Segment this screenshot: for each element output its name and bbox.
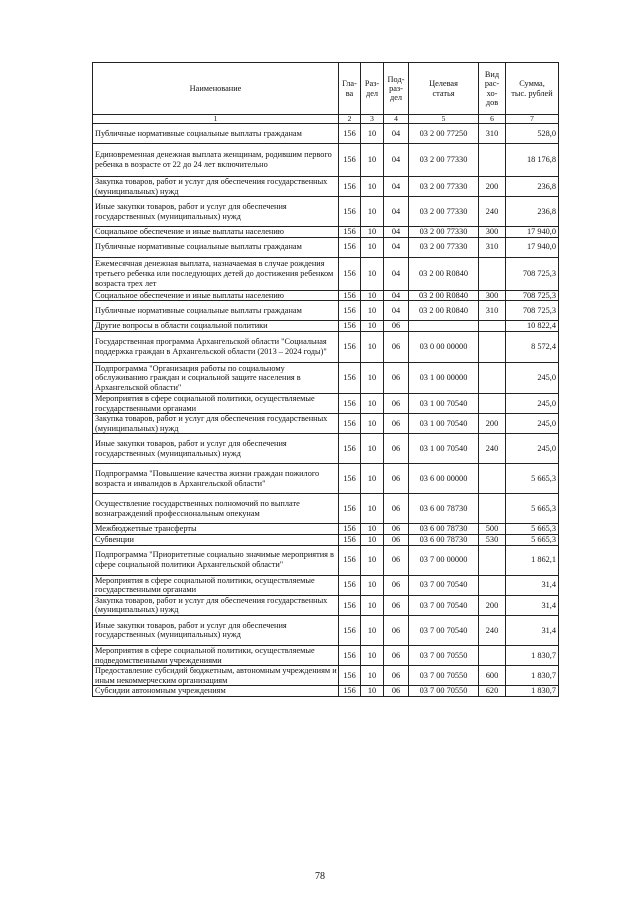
- row-name: Субвенции: [93, 534, 339, 545]
- row-sum: 245,0: [506, 393, 559, 413]
- table-row: [93, 414, 559, 434]
- row-chapter: 156: [339, 414, 361, 434]
- row-subsection: 06: [384, 595, 409, 615]
- row-expense-type: 620: [479, 686, 506, 697]
- row-target: 03 2 00 77330: [409, 197, 479, 227]
- row-target: 03 7 00 70550: [409, 666, 479, 686]
- row-chapter: 156: [339, 362, 361, 393]
- row-chapter: 156: [339, 331, 361, 362]
- table-header-row: [93, 63, 559, 115]
- row-chapter: 156: [339, 177, 361, 197]
- table-row: [93, 393, 559, 413]
- row-chapter: 156: [339, 666, 361, 686]
- table-row: [93, 237, 559, 257]
- row-target: 03 7 00 70540: [409, 575, 479, 595]
- row-name: Осуществление государственных полномочий по выплате вознаграждений профессиональным опекунам: [93, 494, 339, 524]
- row-sum: 31,4: [506, 575, 559, 595]
- row-subsection: 06: [384, 686, 409, 697]
- row-section: 10: [361, 615, 384, 645]
- row-target: 03 2 00 R0840: [409, 301, 479, 321]
- column-number: 2: [339, 115, 361, 124]
- row-chapter: 156: [339, 257, 361, 290]
- row-chapter: 156: [339, 464, 361, 494]
- row-sum: 528,0: [506, 124, 559, 144]
- row-chapter: 156: [339, 615, 361, 645]
- row-name: Иные закупки товаров, работ и услуг для обеспечения государственных (муниципальных) нужд: [93, 197, 339, 227]
- row-target: 03 6 00 78730: [409, 524, 479, 535]
- page-number: 78: [315, 871, 325, 882]
- row-chapter: 156: [339, 393, 361, 413]
- row-target: 03 1 00 70540: [409, 393, 479, 413]
- row-subsection: 04: [384, 237, 409, 257]
- row-subsection: 06: [384, 464, 409, 494]
- row-subsection: 04: [384, 257, 409, 290]
- row-section: 10: [361, 645, 384, 665]
- row-chapter: 156: [339, 494, 361, 524]
- row-section: 10: [361, 686, 384, 697]
- row-name: Социальное обеспечение и иные выплаты населению: [93, 227, 339, 238]
- row-name: Межбюджетные трансферты: [93, 524, 339, 535]
- row-subsection: 06: [384, 321, 409, 332]
- row-subsection: 04: [384, 197, 409, 227]
- row-chapter: 156: [339, 545, 361, 575]
- row-section: 10: [361, 197, 384, 227]
- row-subsection: 06: [384, 545, 409, 575]
- column-number: 4: [384, 115, 409, 124]
- row-chapter: 156: [339, 534, 361, 545]
- row-section: 10: [361, 257, 384, 290]
- row-sum: 17 940,0: [506, 227, 559, 238]
- row-subsection: 04: [384, 227, 409, 238]
- row-section: 10: [361, 666, 384, 686]
- row-sum: 245,0: [506, 434, 559, 464]
- table-row: [93, 615, 559, 645]
- row-subsection: 06: [384, 666, 409, 686]
- table-row: [93, 144, 559, 177]
- row-subsection: 06: [384, 575, 409, 595]
- table-row: [93, 494, 559, 524]
- row-target: [409, 321, 479, 332]
- row-name: Публичные нормативные социальные выплаты гражданам: [93, 124, 339, 144]
- row-section: 10: [361, 464, 384, 494]
- row-sum: 236,8: [506, 177, 559, 197]
- table-row: [93, 321, 559, 332]
- row-name: Социальное обеспечение и иные выплаты населению: [93, 290, 339, 301]
- row-expense-type: 200: [479, 595, 506, 615]
- row-name: Закупка товаров, работ и услуг для обеспечения государственных (муниципальных) нужд: [93, 177, 339, 197]
- row-section: 10: [361, 362, 384, 393]
- table-row: [93, 290, 559, 301]
- header-chapter: Гла- ва: [339, 63, 361, 115]
- row-target: 03 6 00 78730: [409, 494, 479, 524]
- row-name: Закупка товаров, работ и услуг для обеспечения государственных (муниципальных) нужд: [93, 595, 339, 615]
- row-name: Публичные нормативные социальные выплаты гражданам: [93, 301, 339, 321]
- row-subsection: 06: [384, 331, 409, 362]
- row-chapter: 156: [339, 686, 361, 697]
- row-name: Иные закупки товаров, работ и услуг для обеспечения государственных (муниципальных) нужд: [93, 434, 339, 464]
- row-target: 03 1 00 70540: [409, 434, 479, 464]
- row-section: 10: [361, 301, 384, 321]
- table-row: [93, 257, 559, 290]
- row-name: Мероприятия в сфере социальной политики, осуществляемые подведомственными учреждениями: [93, 645, 339, 665]
- header-subsection: Под- раз- дел: [384, 63, 409, 115]
- row-subsection: 06: [384, 534, 409, 545]
- row-chapter: 156: [339, 575, 361, 595]
- row-name: Подпрограмма "Организация работы по социальному обслуживанию граждан и социальной защите населения в Архангельской области": [93, 362, 339, 393]
- row-target: 03 2 00 R0840: [409, 257, 479, 290]
- row-section: 10: [361, 331, 384, 362]
- row-name: Единовременная денежная выплата женщинам, родившим первого ребенка в возрасте от 22 до 24 лет включительно: [93, 144, 339, 177]
- row-subsection: 06: [384, 524, 409, 535]
- row-chapter: 156: [339, 434, 361, 464]
- row-expense-type: 200: [479, 414, 506, 434]
- row-chapter: 156: [339, 290, 361, 301]
- row-sum: 8 572,4: [506, 331, 559, 362]
- row-target: 03 1 00 00000: [409, 362, 479, 393]
- row-section: 10: [361, 177, 384, 197]
- row-expense-type: 300: [479, 227, 506, 238]
- header-expense-type: Вид рас- хо- дов: [479, 63, 506, 115]
- row-target: 03 2 00 77330: [409, 177, 479, 197]
- row-sum: 18 176,8: [506, 144, 559, 177]
- row-expense-type: 310: [479, 124, 506, 144]
- row-expense-type: [479, 331, 506, 362]
- row-expense-type: [479, 545, 506, 575]
- row-chapter: 156: [339, 645, 361, 665]
- row-expense-type: [479, 393, 506, 413]
- row-section: 10: [361, 545, 384, 575]
- row-sum: 31,4: [506, 595, 559, 615]
- row-chapter: 156: [339, 237, 361, 257]
- row-section: 10: [361, 524, 384, 535]
- row-expense-type: 240: [479, 615, 506, 645]
- column-number: 3: [361, 115, 384, 124]
- table-row: [93, 434, 559, 464]
- row-subsection: 04: [384, 124, 409, 144]
- budget-table: [92, 62, 559, 697]
- table-row: [93, 227, 559, 238]
- row-name: Ежемесячная денежная выплата, назначаемая в случае рождения третьего ребенка или последующих детей до достижения ребенком возраста трех лет: [93, 257, 339, 290]
- row-section: 10: [361, 575, 384, 595]
- row-subsection: 04: [384, 301, 409, 321]
- row-section: 10: [361, 393, 384, 413]
- row-target: 03 0 00 00000: [409, 331, 479, 362]
- row-expense-type: [479, 257, 506, 290]
- row-target: 03 7 00 70540: [409, 595, 479, 615]
- row-chapter: 156: [339, 595, 361, 615]
- row-sum: 5 665,3: [506, 524, 559, 535]
- row-target: 03 2 00 R0840: [409, 290, 479, 301]
- row-section: 10: [361, 290, 384, 301]
- row-target: 03 7 00 70550: [409, 686, 479, 697]
- row-sum: 5 665,3: [506, 464, 559, 494]
- row-name: Предоставление субсидий бюджетным, автономным учреждениям и иным некоммерческим организациям: [93, 666, 339, 686]
- row-section: 10: [361, 534, 384, 545]
- column-number: 6: [479, 115, 506, 124]
- row-section: 10: [361, 414, 384, 434]
- row-target: 03 6 00 78730: [409, 534, 479, 545]
- row-subsection: 06: [384, 645, 409, 665]
- header-target: Целевая статья: [409, 63, 479, 115]
- row-expense-type: [479, 321, 506, 332]
- row-expense-type: [479, 575, 506, 595]
- row-name: Мероприятия в сфере социальной политики, осуществляемые государственными органами: [93, 575, 339, 595]
- row-subsection: 04: [384, 144, 409, 177]
- row-expense-type: 530: [479, 534, 506, 545]
- table-row: [93, 301, 559, 321]
- row-sum: 31,4: [506, 615, 559, 645]
- column-number: 7: [506, 115, 559, 124]
- header-section: Раз- дел: [361, 63, 384, 115]
- table-row: [93, 362, 559, 393]
- row-section: 10: [361, 227, 384, 238]
- row-section: 10: [361, 434, 384, 464]
- row-sum: 1 830,7: [506, 666, 559, 686]
- table-row: [93, 534, 559, 545]
- header-name: Наименование: [93, 63, 339, 115]
- table-row: [93, 575, 559, 595]
- row-sum: 708 725,3: [506, 290, 559, 301]
- row-target: 03 7 00 00000: [409, 545, 479, 575]
- row-chapter: 156: [339, 144, 361, 177]
- row-expense-type: 500: [479, 524, 506, 535]
- row-sum: 1 862,1: [506, 545, 559, 575]
- table-row: [93, 197, 559, 227]
- table-row: [93, 666, 559, 686]
- row-name: Публичные нормативные социальные выплаты гражданам: [93, 237, 339, 257]
- row-sum: 5 665,3: [506, 494, 559, 524]
- row-sum: 1 830,7: [506, 686, 559, 697]
- row-name: Закупка товаров, работ и услуг для обеспечения государственных (муниципальных) нужд: [93, 414, 339, 434]
- row-expense-type: 240: [479, 197, 506, 227]
- row-section: 10: [361, 494, 384, 524]
- table-row: [93, 545, 559, 575]
- row-subsection: 06: [384, 362, 409, 393]
- column-number-row: [93, 115, 559, 124]
- row-subsection: 06: [384, 615, 409, 645]
- table-row: [93, 331, 559, 362]
- row-chapter: 156: [339, 524, 361, 535]
- row-section: 10: [361, 124, 384, 144]
- row-expense-type: [479, 464, 506, 494]
- row-target: 03 7 00 70540: [409, 615, 479, 645]
- row-sum: 10 822,4: [506, 321, 559, 332]
- row-subsection: 06: [384, 494, 409, 524]
- row-name: Подпрограмма "Приоритетные социально значимые мероприятия в сфере социальной политики Архангельской области": [93, 545, 339, 575]
- row-subsection: 06: [384, 434, 409, 464]
- row-target: 03 6 00 00000: [409, 464, 479, 494]
- table-body: [93, 124, 559, 697]
- table-row: [93, 645, 559, 665]
- row-chapter: 156: [339, 321, 361, 332]
- table-row: [93, 464, 559, 494]
- table-row: [93, 124, 559, 144]
- row-expense-type: [479, 494, 506, 524]
- row-name: Подпрограмма "Повышение качества жизни граждан пожилого возраста и инвалидов в Архангельской области": [93, 464, 339, 494]
- row-subsection: 06: [384, 414, 409, 434]
- row-section: 10: [361, 237, 384, 257]
- row-chapter: 156: [339, 227, 361, 238]
- row-expense-type: [479, 362, 506, 393]
- row-subsection: 04: [384, 290, 409, 301]
- row-sum: 245,0: [506, 362, 559, 393]
- row-target: 03 7 00 70550: [409, 645, 479, 665]
- row-expense-type: 600: [479, 666, 506, 686]
- row-expense-type: 300: [479, 290, 506, 301]
- row-target: 03 2 00 77250: [409, 124, 479, 144]
- header-sum: Сумма, тыс. рублей: [506, 63, 559, 115]
- table-row: [93, 524, 559, 535]
- row-name: Государственная программа Архангельской области "Социальная поддержка граждан в Архангельской области (2013 – 2024 годы)": [93, 331, 339, 362]
- row-expense-type: 240: [479, 434, 506, 464]
- row-sum: 708 725,3: [506, 301, 559, 321]
- row-target: 03 2 00 77330: [409, 227, 479, 238]
- row-expense-type: 310: [479, 301, 506, 321]
- row-name: Иные закупки товаров, работ и услуг для обеспечения государственных (муниципальных) нужд: [93, 615, 339, 645]
- row-chapter: 156: [339, 124, 361, 144]
- row-subsection: 04: [384, 177, 409, 197]
- row-expense-type: [479, 144, 506, 177]
- row-section: 10: [361, 595, 384, 615]
- row-expense-type: 310: [479, 237, 506, 257]
- row-chapter: 156: [339, 301, 361, 321]
- column-number: 1: [93, 115, 339, 124]
- row-subsection: 06: [384, 393, 409, 413]
- table-row: [93, 686, 559, 697]
- row-sum: 17 940,0: [506, 237, 559, 257]
- row-name: Субсидии автономным учреждениям: [93, 686, 339, 697]
- table-row: [93, 595, 559, 615]
- row-section: 10: [361, 321, 384, 332]
- row-target: 03 2 00 77330: [409, 144, 479, 177]
- table-row: [93, 177, 559, 197]
- row-chapter: 156: [339, 197, 361, 227]
- row-target: 03 1 00 70540: [409, 414, 479, 434]
- row-name: Мероприятия в сфере социальной политики, осуществляемые государственными органами: [93, 393, 339, 413]
- row-sum: 5 665,3: [506, 534, 559, 545]
- row-sum: 1 830,7: [506, 645, 559, 665]
- row-sum: 245,0: [506, 414, 559, 434]
- column-number: 5: [409, 115, 479, 124]
- row-sum: 236,8: [506, 197, 559, 227]
- row-section: 10: [361, 144, 384, 177]
- row-expense-type: [479, 645, 506, 665]
- row-sum: 708 725,3: [506, 257, 559, 290]
- row-name: Другие вопросы в области социальной политики: [93, 321, 339, 332]
- row-expense-type: 200: [479, 177, 506, 197]
- row-target: 03 2 00 77330: [409, 237, 479, 257]
